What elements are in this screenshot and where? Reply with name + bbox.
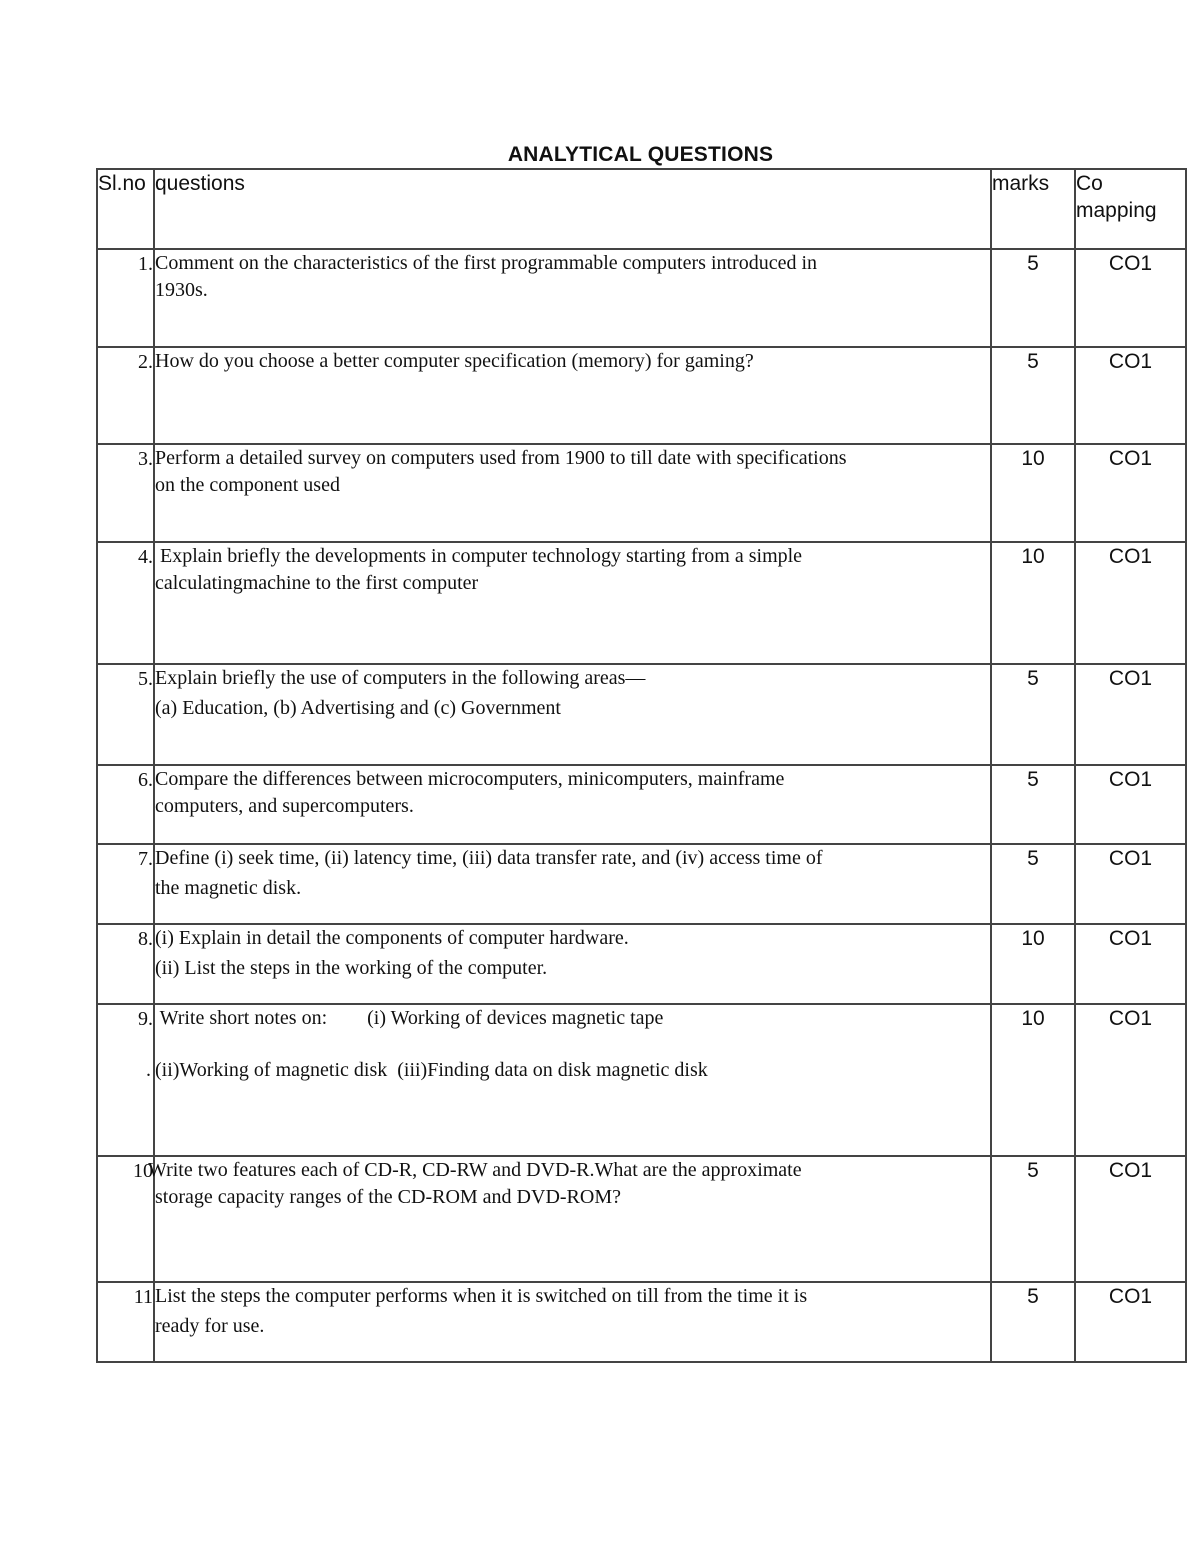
header-marks: marks — [991, 169, 1075, 249]
question-line: the magnetic disk. — [155, 877, 302, 899]
row-marks: 5 — [991, 844, 1075, 924]
row-co-mapping: CO1 — [1075, 664, 1186, 765]
question-line — [146, 1057, 990, 1084]
header-co-line2: mapping — [1076, 199, 1157, 222]
question-line-part: (i) Working of devices magnetic tape — [367, 1007, 664, 1029]
question-line: ready for use. — [155, 1315, 265, 1337]
question-line: 1930s. — [155, 279, 208, 301]
header-co-mapping — [1075, 169, 1186, 249]
table-row — [97, 347, 1186, 444]
page-title: ANALYTICAL QUESTIONS — [507, 143, 774, 166]
row-sl-no: 9. — [97, 1004, 154, 1156]
question-line: Perform a detailed survey on computers used from 1900 to till date with specifications — [155, 447, 847, 469]
row-question — [154, 844, 991, 924]
question-line-part: (ii)Working of magnetic disk (iii)Finding data on disk magnetic disk — [155, 1059, 708, 1081]
question-line: Compare the differences between microcomputers, minicomputers, mainframe — [155, 768, 785, 790]
question-line: List the steps the computer performs when it is switched on till from the time it is — [155, 1285, 808, 1307]
row-co-mapping: CO1 — [1075, 542, 1186, 664]
question-line: calculatingmachine to the first computer — [155, 572, 479, 594]
table-header-row — [97, 169, 1186, 249]
question-line: Define (i) seek time, (ii) latency time, (iii) data transfer rate, and (iv) access time of — [155, 847, 823, 869]
row-question — [154, 765, 991, 844]
stray-mark: . — [146, 1059, 151, 1081]
row-co-mapping: CO1 — [1075, 924, 1186, 1004]
row-co-mapping: CO1 — [1075, 844, 1186, 924]
row-sl-no: 4. — [97, 542, 154, 664]
question-line: (ii) List the steps in the working of the computer. — [155, 957, 548, 979]
question-line: Explain briefly the developments in computer technology starting from a simple — [155, 545, 803, 567]
row-question — [154, 1282, 991, 1362]
table-row — [97, 249, 1186, 347]
row-co-mapping: CO1 — [1075, 765, 1186, 844]
question-line-part: Write short notes on: — [155, 1007, 328, 1029]
row-marks: 5 — [991, 347, 1075, 444]
table-row — [97, 542, 1186, 664]
row-marks: 5 — [991, 1156, 1075, 1282]
row-marks: 5 — [991, 664, 1075, 765]
table-row — [97, 1282, 1186, 1362]
question-line: (a) Education, (b) Advertising and (c) Government — [155, 697, 561, 719]
row-co-mapping: CO1 — [1075, 249, 1186, 347]
row-sl-no: 2. — [97, 347, 154, 444]
header-co-line1: Co — [1076, 172, 1103, 195]
row-marks: 10 — [991, 444, 1075, 542]
row-sl-no: 5. — [97, 664, 154, 765]
question-line: computers, and supercomputers. — [155, 795, 414, 817]
table-row — [97, 444, 1186, 542]
table-row — [97, 664, 1186, 765]
row-sl-no: 11 — [97, 1282, 154, 1362]
row-question — [154, 924, 991, 1004]
row-co-mapping: CO1 — [1075, 347, 1186, 444]
row-marks: 5 — [991, 249, 1075, 347]
table-row — [97, 765, 1186, 844]
row-marks: 10 — [991, 924, 1075, 1004]
header-sl-no: Sl.no — [97, 169, 154, 249]
row-co-mapping: CO1 — [1075, 1156, 1186, 1282]
row-marks: 10 — [991, 542, 1075, 664]
questions-table — [96, 168, 1187, 1363]
row-co-mapping: CO1 — [1075, 1004, 1186, 1156]
question-line — [155, 1005, 990, 1032]
row-sl-no: 1. — [97, 249, 154, 347]
row-sl-no: 6. — [97, 765, 154, 844]
question-line: Write two features each of CD-R, CD-RW and DVD-R.What are the approximate — [148, 1159, 802, 1181]
row-marks: 10 — [991, 1004, 1075, 1156]
row-question — [154, 542, 991, 664]
row-marks: 5 — [991, 1282, 1075, 1362]
row-sl-no: 8. — [97, 924, 154, 1004]
row-question — [154, 347, 991, 444]
question-line: How do you choose a better computer specification (memory) for gaming? — [155, 350, 754, 372]
table-row — [97, 924, 1186, 1004]
table-row — [97, 1156, 1186, 1282]
header-questions: questions — [154, 169, 991, 249]
row-question — [146, 1004, 991, 1156]
row-question — [154, 664, 991, 765]
row-question — [154, 444, 991, 542]
row-marks: 5 — [991, 765, 1075, 844]
row-sl-no: 7. — [97, 844, 154, 924]
question-line: storage capacity ranges of the CD-ROM and DVD-ROM? — [155, 1186, 621, 1208]
row-co-mapping: CO1 — [1075, 444, 1186, 542]
row-sl-no: 3. — [97, 444, 154, 542]
row-question — [148, 1156, 991, 1282]
question-line: Explain briefly the use of computers in the following areas— — [155, 667, 646, 689]
row-sl-no: 10 — [97, 1156, 154, 1282]
row-co-mapping: CO1 — [1075, 1282, 1186, 1362]
row-question — [154, 249, 991, 347]
question-line: Comment on the characteristics of the first programmable computers introduced in — [155, 252, 818, 274]
table-row — [97, 1004, 1186, 1156]
question-line: on the component used — [155, 474, 340, 496]
table-row — [97, 844, 1186, 924]
question-line: (i) Explain in detail the components of computer hardware. — [155, 927, 629, 949]
